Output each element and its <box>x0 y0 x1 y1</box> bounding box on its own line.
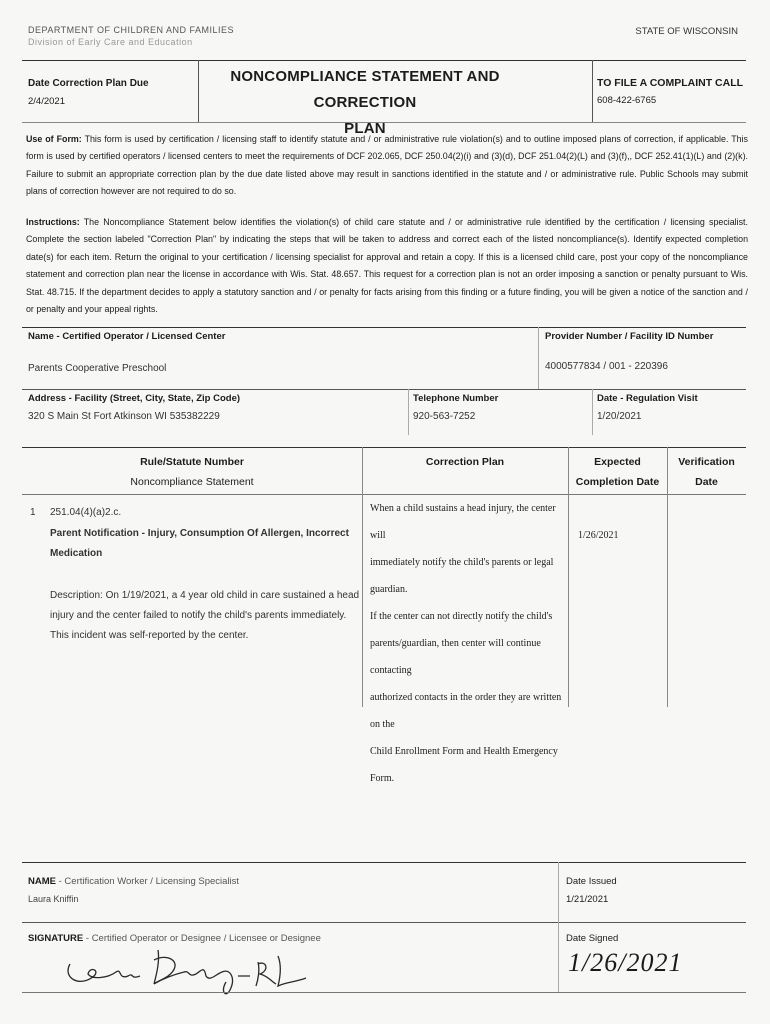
instructions-label: Instructions: <box>26 217 80 227</box>
form-title-line2: PLAN <box>344 120 386 137</box>
provider-name-value: Parents Cooperative Preschool <box>28 363 167 374</box>
address-label: Address - Facility (Street, City, State, Zip Code) <box>28 393 241 404</box>
table-top-rule <box>22 447 746 448</box>
footer-divider-1 <box>558 862 559 922</box>
signature-top-rule <box>22 922 746 923</box>
row-description <box>50 586 359 646</box>
phone-value: 920-563-7252 <box>413 411 476 422</box>
instructions-text: The Noncompliance Statement below identifies the violation(s) of child care statute and / or administrative rule identified by the certification / licensing specialist. Complete the section labeled "Correction Plan" by indicating the steps that will be taken to address and correct each of the listed noncompliance(s). Identify expected completion date(s) for each item. Return the original to your certification / licensing specialist for approval and retain a copy. If this is a licensed child care, post your copy of the noncompliance statement and correction plan near the license in accordance with Wis. Stat. 48.657. This request for a correction plan is not an order imposing a sanction or penalty pursuant to Wis. Stat. 48.715. If the department decides to apply a statutory sanction and / or penalty for facts arising from this finding or a future finding, you will be given a notice of the sanction and / or penalty and your appeal rights. <box>26 217 748 315</box>
signature-label-suffix: - Certified Operator or Designee / Licensee or Designee <box>85 933 321 944</box>
col-header-correction-plan: Correction Plan <box>425 456 505 468</box>
complaint-label: TO FILE A COMPLAINT CALL <box>597 77 744 89</box>
col-header-verification-line2: Date <box>695 476 718 488</box>
footer-divider-2 <box>558 922 559 992</box>
address-divider-1 <box>408 389 409 435</box>
col-header-verification-line1: Verification <box>678 456 735 468</box>
row-description-line2: injury and the center failed to notify the child's parents immediately. <box>50 610 347 621</box>
correction-plan-line: authorized contacts in the order they are written on the <box>370 692 562 730</box>
department-name: DEPARTMENT OF CHILDREN AND FAMILIES <box>28 25 235 35</box>
table-col-divider-1 <box>362 447 363 707</box>
form-title-line1: NONCOMPLIANCE STATEMENT AND CORRECTION <box>230 68 500 111</box>
provider-id-value: 4000577834 / 001 - 220396 <box>545 361 668 372</box>
footer-top-rule <box>22 862 746 863</box>
worker-name-label <box>28 876 239 887</box>
correction-plan-line: If the center can not directly notify the child's <box>370 611 553 622</box>
division-name: Division of Early Care and Education <box>28 37 193 47</box>
date-signed-label: Date Signed <box>566 933 619 944</box>
col-header-completion <box>568 452 667 492</box>
correction-plan-line: When a child sustains a head injury, the center will <box>370 503 556 541</box>
top-rule <box>22 60 746 61</box>
address-value: 320 S Main St Fort Atkinson WI 535382229 <box>28 411 220 422</box>
instructions-paragraph <box>26 214 748 318</box>
top-box-divider-2 <box>592 60 593 122</box>
date-issued-value: 1/21/2021 <box>566 894 609 905</box>
footer-bottom-rule <box>22 992 746 993</box>
visit-date-label: Date - Regulation Visit <box>597 393 698 404</box>
due-date-label: Date Correction Plan Due <box>28 78 149 89</box>
phone-label: Telephone Number <box>413 393 499 404</box>
worker-name-label-bold: NAME <box>28 876 56 887</box>
state-label: STATE OF WISCONSIN <box>635 26 738 37</box>
row-title <box>50 524 349 564</box>
department-header <box>28 24 234 48</box>
col-header-rule-line2: Noncompliance Statement <box>130 476 254 488</box>
row-description-line1: Description: On 1/19/2021, a 4 year old child in care sustained a head <box>50 590 360 601</box>
use-of-form-paragraph <box>26 131 748 201</box>
visit-date-value: 1/20/2021 <box>597 411 642 422</box>
address-top-rule <box>22 389 746 390</box>
col-header-rule <box>22 452 362 492</box>
correction-plan-text <box>370 495 566 792</box>
expected-completion-date: 1/26/2021 <box>578 530 619 541</box>
row-description-line3: This incident was self-reported by the center. <box>50 630 249 641</box>
col-header-completion-line1: Expected <box>594 456 641 468</box>
worker-name-value: Laura Kniffin <box>28 894 79 904</box>
provider-top-rule <box>22 327 746 328</box>
provider-id-label: Provider Number / Facility ID Number <box>545 331 714 342</box>
address-divider-2 <box>592 389 593 435</box>
correction-plan-line: parents/guardian, then center will continue contacting <box>370 638 541 676</box>
worker-name-label-suffix: - Certification Worker / Licensing Specialist <box>58 876 240 887</box>
row-title-line2: Medication <box>50 548 103 559</box>
row-number: 1 <box>30 507 36 518</box>
provider-divider <box>538 327 539 389</box>
row-title-line1: Parent Notification - Injury, Consumption Of Allergen, Incorrect <box>50 528 349 539</box>
row-rule-number: 251.04(4)(a)2.c. <box>50 507 122 518</box>
handwritten-signature <box>60 942 320 1002</box>
provider-name-label: Name - Certified Operator / Licensed Center <box>28 331 226 342</box>
correction-plan-line: Child Enrollment Form and Health Emergency Form. <box>370 746 558 784</box>
signature-label-bold: SIGNATURE <box>28 933 84 944</box>
correction-plan-line: immediately notify the child's parents or legal guardian. <box>370 557 554 595</box>
col-header-rule-line1: Rule/Statute Number <box>140 456 244 468</box>
col-header-completion-line2: Completion Date <box>575 476 660 488</box>
top-box-divider-1 <box>198 60 199 122</box>
date-issued-label: Date Issued <box>566 876 617 887</box>
use-of-form-text: This form is used by certification / licensing staff to identify statute and / or administrative rule violation(s) and to outline imposed plans of correction, if applicable. This form is used by certified operators / licensed centers to meet the requirements of DCF 202.065, DCF 250.04(2)(i) and (3)(d), DCF 251.04(2)(L) and (3)(f),, DCF 252.41(1)(L) and (2)(k). Failure to submit an appropriate correction plan by the due date listed above may result in sanctions identified in the statute and / or administrative rule. Public Schools may submit plans of correction however are not required to do so. <box>26 134 748 197</box>
date-signed-value: 1/26/2021 <box>568 948 683 977</box>
due-date-value: 2/4/2021 <box>28 96 65 107</box>
col-header-verification <box>667 452 746 492</box>
use-of-form-label: Use of Form: <box>26 134 82 144</box>
complaint-phone: 608-422-6765 <box>597 95 657 106</box>
